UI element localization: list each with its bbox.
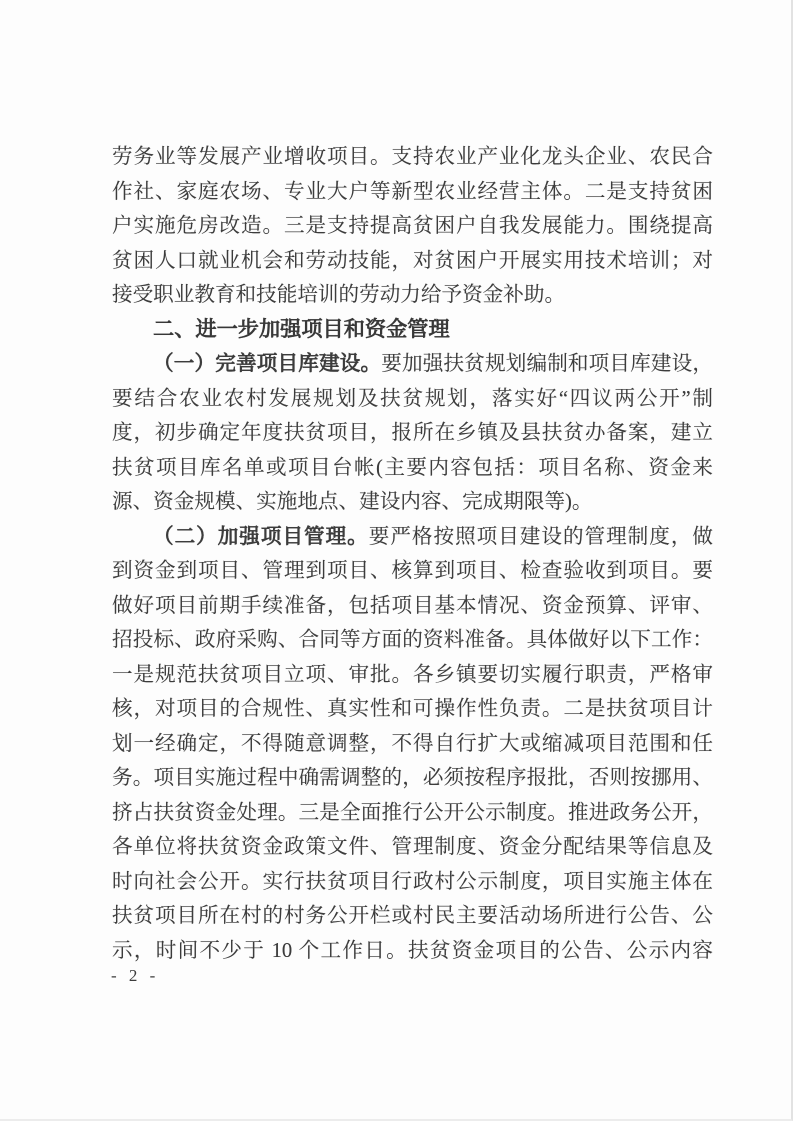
text-line-content: 作社、家庭农场、专业大户等新型农业经营主体。二是支持贫困 — [112, 180, 713, 203]
text-line — [112, 865, 713, 900]
text-line — [112, 451, 713, 486]
text-line-content: 接受职业教育和技能培训的劳动力给予资金补助。 — [112, 284, 566, 306]
text-line — [112, 830, 713, 865]
text-line-content: 源、资金规模、实施地点、建设内容、完成期限等)。 — [112, 491, 593, 513]
text-line-content: 扶贫项目所在村的村务公开栏或村民主要活动场所进行公告、公 — [112, 905, 713, 927]
text-line — [112, 347, 713, 382]
text-line — [112, 589, 713, 624]
text-line-content: 扶贫项目库名单或项目台帐(主要内容包括：项目名称、资金来 — [112, 456, 713, 479]
paragraph-lead-bold: （二）加强项目管理。 — [153, 525, 369, 548]
text-line — [112, 382, 713, 417]
text-line — [112, 485, 713, 520]
section-heading-text: 二、进一步加强项目和资金管理 — [153, 317, 450, 341]
text-line-content: 务。项目实施过程中确需调整的，必须按程序报批，否则按挪用、 — [112, 767, 713, 789]
text-line — [112, 658, 713, 693]
text-line — [112, 278, 713, 313]
text-line — [112, 209, 713, 244]
text-line-content: 要严格按照项目建设的管理制度，做 — [368, 525, 714, 548]
text-line — [112, 140, 713, 175]
text-line-content: 核，对项目的合规性、真实性和可操作性负责。二是扶贫项目计 — [112, 698, 713, 720]
text-line — [112, 416, 713, 451]
text-line-content: 挤占扶贫资金处理。三是全面推行公开公示制度。推进政务公开， — [112, 801, 713, 824]
text-line-content: 招投标、政府采购、合同等方面的资料准备。具体做好以下工作： — [112, 629, 713, 651]
text-line-content: 户实施危房改造。三是支持提高贫困户自我发展能力。围绕提高 — [112, 215, 713, 237]
text-line — [112, 796, 713, 831]
paragraph-lead-bold: （一）完善项目库建设。 — [153, 353, 382, 375]
text-line — [112, 244, 713, 279]
section-heading — [112, 313, 713, 348]
text-line-content: 度，初步确定年度扶贫项目，报所在乡镇及县扶贫办备案，建立 — [112, 422, 713, 444]
text-line — [112, 899, 713, 934]
page-number: - 2 - — [111, 966, 160, 985]
document-body — [112, 140, 713, 968]
text-line — [112, 692, 713, 727]
text-line — [112, 623, 713, 658]
text-line-content: 到资金到项目、管理到项目、核算到项目、检查验收到项目。要 — [112, 560, 713, 582]
text-line-content: 示，时间不少于 10 个工作日。扶贫资金项目的公告、公示内容 — [112, 939, 713, 962]
text-line-content: 贫困人口就业机会和劳动技能，对贫困户开展实用技术培训；对 — [112, 249, 713, 272]
text-line-content: 做好项目前期手续准备，包括项目基本情况、资金预算、评审、 — [112, 594, 713, 617]
text-line — [112, 761, 713, 796]
text-line — [112, 554, 713, 589]
text-line-content: 一是规范扶贫项目立项、审批。各乡镇要切实履行职责，严格审 — [112, 663, 713, 686]
text-line-content: 劳务业等发展产业增收项目。支持农业产业化龙头企业、农民合 — [112, 146, 713, 168]
text-line — [112, 175, 713, 210]
text-line-content: 要结合农业农村发展规划及扶贫规划，落实好“四议两公开”制 — [112, 387, 713, 410]
text-line — [112, 727, 713, 762]
text-line-content: 要加强扶贫规划编制和项目库建设， — [381, 353, 714, 375]
text-line — [112, 520, 713, 555]
text-line — [112, 934, 713, 969]
text-line-content: 各单位将扶贫资金政策文件、管理制度、资金分配结果等信息及 — [112, 836, 713, 858]
text-line-content: 时向社会公开。实行扶贫项目行政村公示制度，项目实施主体在 — [112, 870, 713, 893]
text-line-content: 划一经确定，不得随意调整，不得自行扩大或缩减项目范围和任 — [112, 732, 713, 755]
